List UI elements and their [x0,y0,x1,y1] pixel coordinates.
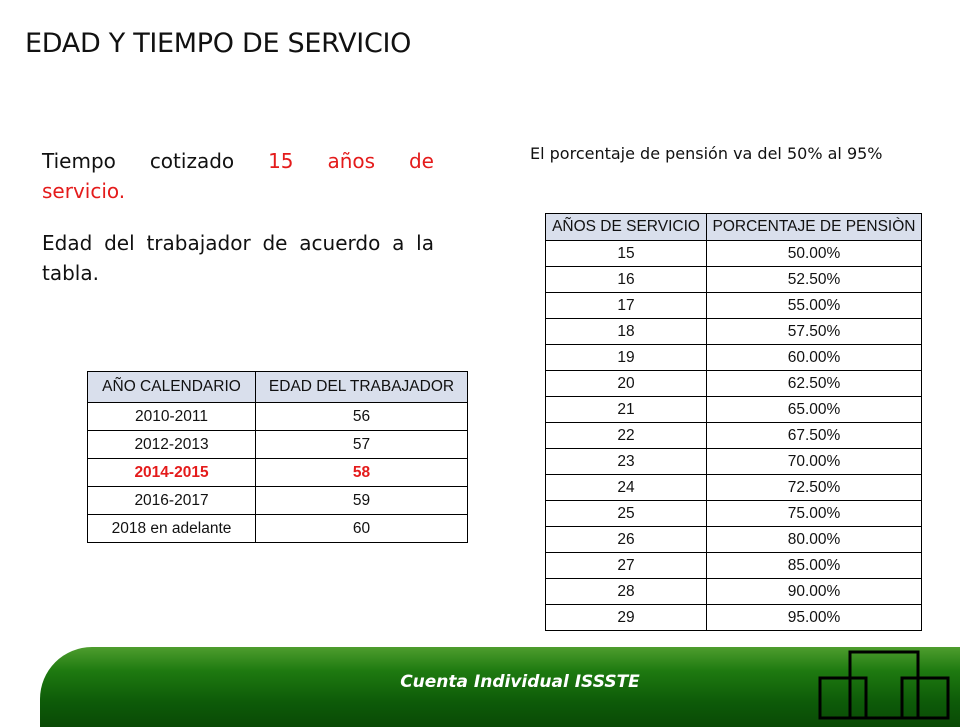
age-table-header [88,372,468,403]
pension-table-cell: 28 [546,579,707,605]
pension-table-row [546,475,922,501]
pension-table-cell: 21 [546,397,707,423]
age-paragraph: Edad del trabajador de acuerdo a la tabla. [42,231,434,285]
age-table-row [88,515,468,543]
pension-table-row [546,241,922,267]
pension-table-cell: 55.00% [707,293,922,319]
pension-table-row [546,579,922,605]
pension-table-header-percent: PORCENTAJE DE PENSIÒN [707,214,922,241]
age-table-header-age: EDAD DEL TRABAJADOR [256,372,468,403]
word-cotizado: cotizado [149,149,235,173]
pension-table-cell: 27 [546,553,707,579]
pension-table-cell: 95.00% [707,605,922,631]
pension-table-cell: 19 [546,345,707,371]
pension-table-cell: 26 [546,527,707,553]
service-time-paragraph [42,146,434,206]
age-table-row [88,403,468,431]
service-time-line [42,146,434,176]
pension-table-row [546,397,922,423]
age-table-cell: 59 [256,487,468,515]
age-table-row [88,459,468,487]
word-anos: años [327,149,376,173]
pension-table-cell: 60.00% [707,345,922,371]
pension-table-cell: 62.50% [707,371,922,397]
pension-table [545,213,922,631]
age-table-header-year: AÑO CALENDARIO [88,372,256,403]
pension-table-row [546,527,922,553]
pension-table-row [546,293,922,319]
pension-table-row [546,371,922,397]
age-table-cell: 2010-2011 [88,403,256,431]
word-tiempo: Tiempo [42,149,116,173]
age-table-cell: 60 [256,515,468,543]
pension-table-cell: 85.00% [707,553,922,579]
page-title: EDAD Y TIEMPO DE SERVICIO [25,28,412,59]
pension-table-cell: 65.00% [707,397,922,423]
pension-table-cell: 80.00% [707,527,922,553]
pension-table-cell: 20 [546,371,707,397]
age-table-cell: 57 [256,431,468,459]
word-15: 15 [268,149,294,173]
age-table-cell: 58 [256,459,468,487]
pension-table-cell: 23 [546,449,707,475]
age-table-cell: 2014-2015 [88,459,256,487]
pension-table-row [546,501,922,527]
pension-table-header [546,214,922,241]
pension-table-cell: 72.50% [707,475,922,501]
word-servicio: servicio. [42,179,126,203]
age-table-cell: 56 [256,403,468,431]
pension-table-cell: 24 [546,475,707,501]
pension-table-cell: 15 [546,241,707,267]
pension-table-cell: 70.00% [707,449,922,475]
pension-table-cell: 17 [546,293,707,319]
age-table-row [88,487,468,515]
pension-table-row [546,319,922,345]
word-de: de [408,149,434,173]
pension-table-cell: 67.50% [707,423,922,449]
lead-text [42,146,434,288]
pension-table-cell: 29 [546,605,707,631]
pension-table-cell: 16 [546,267,707,293]
pension-table-header-years: AÑOS DE SERVICIO [546,214,707,241]
pension-table-cell: 57.50% [707,319,922,345]
pension-table-cell: 52.50% [707,267,922,293]
pension-range-note: El porcentaje de pensión va del 50% al 95% [530,144,883,163]
pension-table-cell: 90.00% [707,579,922,605]
pension-table-cell: 22 [546,423,707,449]
pension-table-row [546,345,922,371]
age-table-cell: 2018 en adelante [88,515,256,543]
pension-table-cell: 75.00% [707,501,922,527]
pension-table-cell: 50.00% [707,241,922,267]
footer-title: Cuenta Individual ISSSTE [400,672,640,692]
pension-table-row [546,553,922,579]
pension-table-row [546,605,922,631]
pension-table-row [546,449,922,475]
pension-table-row [546,423,922,449]
age-table-body [88,403,468,543]
age-table-cell: 2012-2013 [88,431,256,459]
age-table-cell: 2016-2017 [88,487,256,515]
age-table [87,371,468,543]
pension-table-row [546,267,922,293]
pension-table-cell: 18 [546,319,707,345]
pension-table-cell: 25 [546,501,707,527]
logo-squares-icon [812,646,960,720]
age-table-row [88,431,468,459]
pension-table-body [546,241,922,631]
